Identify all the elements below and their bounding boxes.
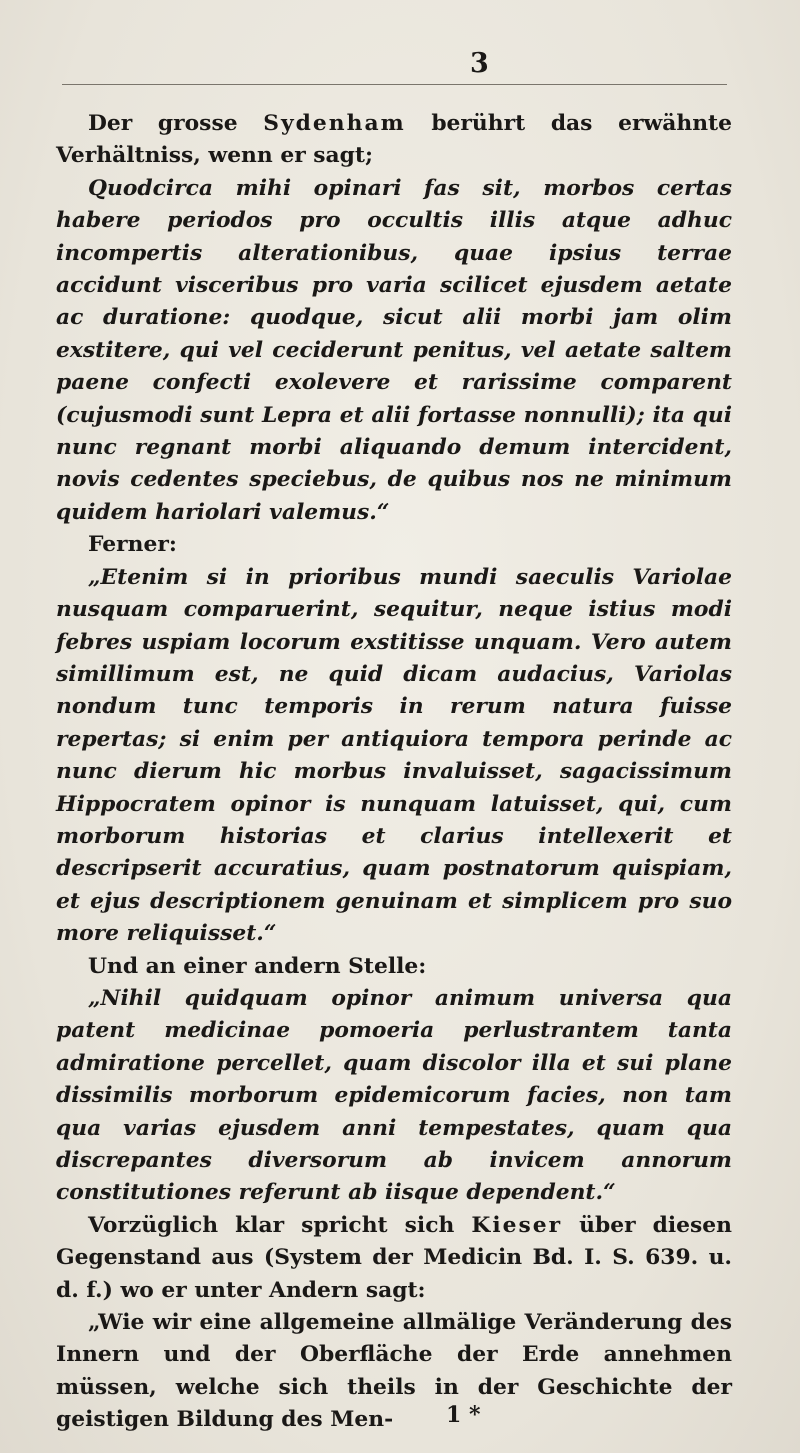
body-text: [56, 108, 732, 1437]
author-name-sydenham: Sydenham: [263, 111, 406, 136]
latin-quote-2: „Etenim si in prioribus mundi saeculis Variolae nusquam comparuerint, sequitur, neque istius modi febres uspiam locorum exstitisse unquam. Vero autem simillimum est, ne quid dicam audacius, Variolas nondum tunc temporis in rerum natura fuisse repertas; si enim per antiquiora tempora perinde ac nunc dierum hic morbus invaluisset, sagacissimum Hippocratem opinor is nunquam latuisset, qui, cum morborum historias et clarius intellexerit et descripserit accuratius, quam postnatorum quispiam, et ejus descriptionem genuinam et simplicem pro suo more reliquisset.“: [56, 564, 732, 947]
signature-mark: 1 *: [446, 1402, 481, 1428]
latin-quote-3: „Nihil quidquam opinor animum universa qua patent medicinae pomoeria perlustrantem tanta admiratione percellet, quam discolor illa et sui plane dissimilis morborum epidemicorum facies, non tam qua varias ejusdem anni tempestates, quam qua discrepantes diversorum ab invicem annorum constitutiones referunt ab iisque dependent.“: [56, 985, 732, 1206]
text-run: berührt das erwähnte Verhältniss, wenn er sagt;: [56, 111, 732, 169]
text-run: über diesen Gegenstand aus (System der Medicin Bd. I. S. 639. u. d. f.) wo er unter Andern sagt:: [56, 1212, 732, 1303]
paragraph-und-an-einer-andern-stelle: Und an einer andern Stelle:: [88, 953, 427, 979]
paragraph-kieser-quote: „Wie wir eine allgemeine allmälige Veränderung des Innern und der Oberfläche der Erde annehmen müssen, welche sich theils in der Geschichte der geistigen Bildung des Men-: [56, 1310, 732, 1433]
paragraph-kieser: [56, 1210, 732, 1307]
latin-quote-1: Quodcirca mihi opinari fas sit, morbos certas habere periodos pro occultis illis atque adhuc incompertis alterationibus, quae ipsius terrae accidunt visceribus pro varia scilicet ejusdem aetate ac duratione: quodque, sicut alii morbi jam olim exstitere, qui vel ceciderunt penitus, vel aetate saltem paene confecti exolevere et rarissime comparent (cujusmodi sunt Lepra et alii fortasse nonnulli); ita qui nunc regnant morbi aliquando demum intercident, novis cedentes speciebus, de quibus nos ne minimum quidem hariolari valemus.“: [56, 175, 732, 525]
header-rule: [62, 84, 727, 85]
paragraph-ferner: Ferner:: [88, 532, 177, 558]
text-run: Der grosse: [88, 111, 264, 136]
author-name-kieser: Kieser: [471, 1212, 563, 1238]
paragraph-sydenham-intro: [56, 108, 732, 173]
text-run: Vorzüglich klar spricht sich: [88, 1212, 472, 1238]
page-number: 3: [470, 48, 489, 79]
